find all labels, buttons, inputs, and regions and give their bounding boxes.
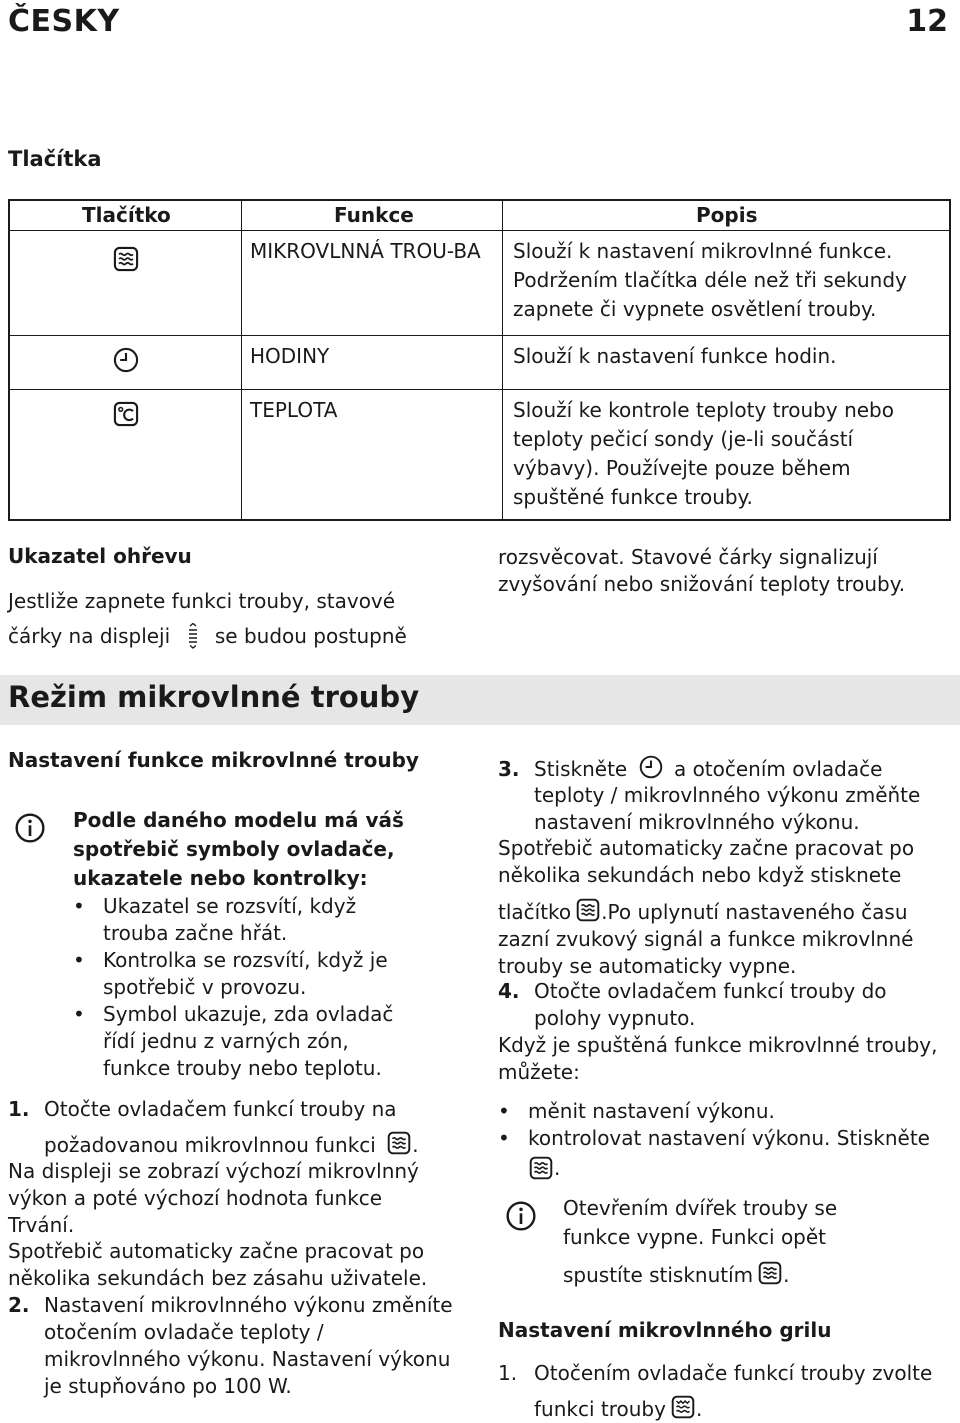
language-title: ČESKY <box>8 4 120 39</box>
step-1-text-c: Na displeji se zobrazí výchozí mikrovlnný výkon a poté výchozí hodnota funkce Trvání. <box>8 1159 419 1237</box>
step-1-line-b: požadovanou mikrovlnnou funkci . <box>44 1130 419 1159</box>
step-3-number: 3. <box>498 757 520 781</box>
step-1-text-d: Spotřebič automaticky začne pracovat po několika sekundách bez zásahu uživatele. <box>8 1239 428 1290</box>
step-2-text: Nastavení mikrovlnného výkonu změníte otočením ovladače teploty / mikrovlnného výkonu. Nastavení výkonu je stupňováno po 100 W. <box>44 1293 453 1398</box>
row-microwave-function: MIKROVLNNÁ TROU-BA <box>250 239 481 263</box>
buttons-section-title: Tlačítka <box>8 147 102 171</box>
info-bullet: • Kontrolka se rozsvítí, když je spotřebič v provozu. <box>73 947 413 1001</box>
heat-indicator-text-2 <box>8 623 407 650</box>
step-3-line-e <box>498 897 938 980</box>
heat-indicator-title: Ukazatel ohřevu <box>8 544 192 568</box>
grill-step-1-text-a: Otočením ovladače funkcí trouby zvolte <box>534 1361 933 1385</box>
heat-indicator-text-2a: čárky na displeji <box>8 624 171 648</box>
buttons-table <box>8 199 951 521</box>
step-1-text-b: požadovanou mikrovlnnou funkci <box>44 1133 376 1157</box>
grill-step-1-number: 1. <box>498 1361 518 1385</box>
microwave-icon <box>757 1260 783 1286</box>
step-3-text-c: teploty / mikrovlnného výkonu změňte nastavení mikrovlnného výkonu. <box>534 783 921 834</box>
step-2-number: 2. <box>8 1293 30 1317</box>
microwave-icon <box>528 1155 554 1181</box>
step-3-text-b: a otočením ovladače <box>673 757 883 781</box>
row-clock-function: HODINY <box>250 344 330 368</box>
step-1-text-a: Otočte ovladačem funkcí trouby na <box>44 1097 397 1121</box>
microwave-icon <box>575 897 601 923</box>
step-3-line-a <box>498 754 882 783</box>
info-2-text-a: Otevřením dvířek trouby se funkce vypne. Funkci opět <box>563 1196 838 1249</box>
heat-indicator-text-2b: se budou postupně <box>214 624 407 648</box>
step-4 <box>498 978 938 1032</box>
table-header-button: Tlačítko <box>82 203 171 227</box>
table-header-description: Popis <box>696 203 758 227</box>
step-3-text-e: tlačítko <box>498 900 572 924</box>
step-1 <box>8 1096 448 1123</box>
row-temperature-function: TEPLOTA <box>250 398 338 422</box>
info-icon <box>14 812 46 844</box>
row-microwave-description: Slouží k nastavení mikrovlnné funkce. Podržením tlačítka déle než tři sekundy zapnete či vypnete osvětlení trouby. <box>513 239 907 321</box>
heat-bars-icon <box>187 623 199 649</box>
info-note-bold: Podle daného modelu má váš spotřebič symboly ovladače, ukazatele nebo kontrolky: <box>73 808 404 890</box>
step-3-text-f: .Po uplynutí nastaveného času zazní zvukový signál a funkce mikrovlnné trouby se automaticky vypne. <box>498 900 914 978</box>
can-bullet-list <box>498 1098 938 1152</box>
step-1-number: 1. <box>8 1097 30 1121</box>
table-header-function: Funkce <box>334 203 414 227</box>
microwave-icon <box>112 245 140 273</box>
step-3-text-a: Stiskněte <box>534 757 628 781</box>
microwave-mode-title: Režim mikrovlnné trouby <box>8 680 420 714</box>
heat-indicator-text-1: Jestliže zapnete funkci trouby, stavové <box>8 589 396 613</box>
clock-icon <box>112 346 140 374</box>
step-2 <box>8 1292 468 1400</box>
grill-step-1-text-b: funkci trouby <box>534 1397 666 1421</box>
info-2-text-b: spustíte stisknutím <box>563 1263 754 1287</box>
info-icon <box>505 1200 537 1232</box>
microwave-grill-icon <box>670 1394 696 1420</box>
heat-indicator-text-right: rozsvěcovat. Stavové čárky signalizují zvyšování nebo snižování teploty trouby. <box>498 545 906 596</box>
when-running-text: Když je spuštěná funkce mikrovlnné trouby, můžete: <box>498 1033 938 1084</box>
grill-step-1-line-b: funkci trouby . <box>534 1394 702 1423</box>
microwave-icon <box>386 1130 412 1156</box>
page-number: 12 <box>906 4 948 39</box>
step-4-text: Otočte ovladačem funkcí trouby do polohy vypnuto. <box>534 979 887 1030</box>
microwave-setup-subtitle: Nastavení funkce mikrovlnné trouby <box>8 748 419 772</box>
row-temperature-description: Slouží ke kontrole teploty trouby nebo teploty pečicí sondy (je-li součástí výbavy). Používejte pouze během spuštěné funkce trouby. <box>513 398 894 509</box>
row-clock-description: Slouží k nastavení funkce hodin. <box>513 344 837 368</box>
temperature-icon <box>112 400 140 428</box>
grill-subtitle: Nastavení mikrovlnného grilu <box>498 1318 832 1342</box>
info-bullet: • Symbol ukazuje, zda ovladač řídí jednu z varných zón, funkce trouby nebo teplotu. <box>73 1001 413 1082</box>
info-2-line-b: spustíte stisknutím . <box>563 1260 790 1289</box>
step-3-text-d: Spotřebič automaticky začne pracovat po několika sekundách nebo když stisknete <box>498 836 915 887</box>
clock-icon <box>638 754 664 780</box>
can-bullet: • měnit nastavení výkonu. <box>498 1098 938 1125</box>
info-bullet: • Ukazatel se rozsvítí, když trouba začne hřát. <box>73 893 413 947</box>
info-bullet-list <box>73 893 413 1082</box>
grill-step-1 <box>498 1360 932 1387</box>
can-bullet: • kontrolovat nastavení výkonu. Stiskněte <box>498 1125 938 1152</box>
step-4-number: 4. <box>498 979 520 1003</box>
